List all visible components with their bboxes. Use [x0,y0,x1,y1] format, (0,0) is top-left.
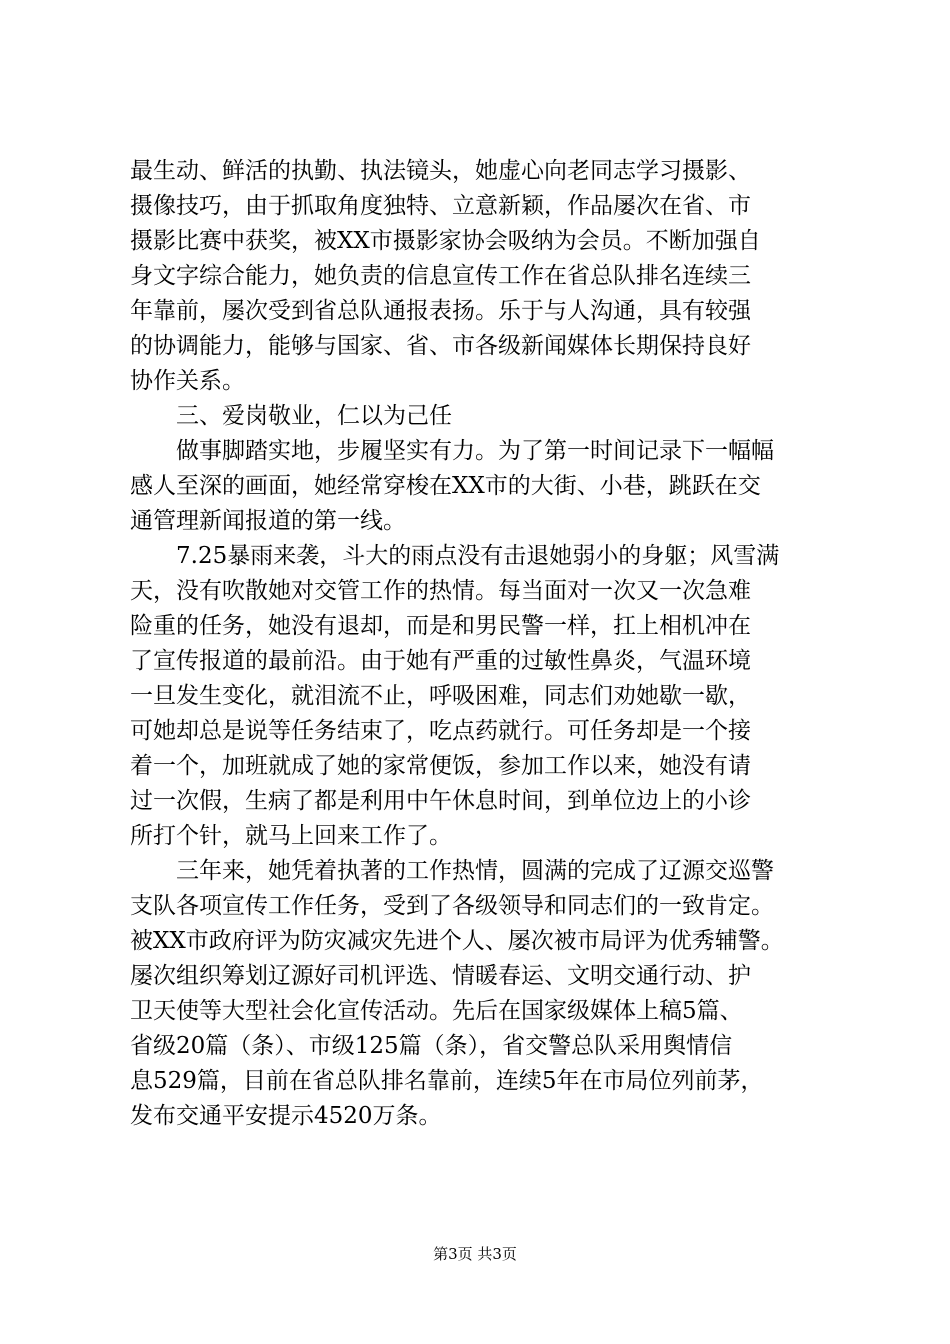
text-line: 可她却总是说等任务结束了，吃点药就行。可任务却是一个接 [130,718,751,744]
text-line: 天，没有吹散她对交管工作的热情。每当面对一次又一次急难 [130,578,751,604]
text-line: 一旦发生变化，就泪流不止，呼吸困难，同志们劝她歇一歇， [130,683,751,709]
text-line: 省级20篇（条）、市级125篇（条），省交警总队采用舆情信 [130,1033,733,1059]
section-heading: 三、爱岗敬业，仁以为己任 [176,403,452,429]
text-line: 着一个，加班就成了她的家常便饭，参加工作以来，她没有请 [130,753,751,779]
text-line: 身文字综合能力，她负责的信息宣传工作在省总队排名连续三 [130,263,751,289]
text-line: 摄影比赛中获奖，被XX市摄影家协会吸纳为会员。不断加强自 [130,228,761,254]
text-line: 年靠前，屡次受到省总队通报表扬。乐于与人沟通，具有较强 [130,298,751,324]
text-line: 卫天使等大型社会化宣传活动。先后在国家级媒体上稿5篇、 [130,998,743,1024]
text-line: 息529篇，目前在省总队排名靠前，连续5年在市局位列前茅， [130,1068,764,1094]
text-line: 三年来，她凭着执著的工作热情，圆满的完成了辽源交巡警 [176,858,774,884]
page-footer: 第3页 共3页 [433,1245,517,1263]
text-line: 支队各项宣传工作任务，受到了各级领导和同志们的一致肯定。 [130,893,774,919]
text-line: 协作关系。 [130,368,245,394]
text-line: 感人至深的画面，她经常穿梭在XX市的大街、小巷，跳跃在交 [130,473,761,499]
text-line: 了宣传报道的最前沿。由于她有严重的过敏性鼻炎，气温环境 [130,648,751,674]
text-line: 的协调能力，能够与国家、省、市各级新闻媒体长期保持良好 [130,333,751,359]
text-line: 通管理新闻报道的第一线。 [130,508,406,534]
text-line: 摄像技巧，由于抓取角度独特、立意新颖，作品屡次在省、市 [130,193,751,219]
text-line: 过一次假，生病了都是利用中午休息时间，到单位边上的小诊 [130,788,751,814]
text-line: 做事脚踏实地，步履坚实有力。为了第一时间记录下一幅幅 [176,438,774,464]
text-line: 所打个针，就马上回来工作了。 [130,823,452,849]
text-line: 屡次组织筹划辽源好司机评选、情暖春运、文明交通行动、护 [130,963,751,989]
text-line: 7.25暴雨来袭，斗大的雨点没有击退她弱小的身躯；风雪满 [176,543,780,569]
text-line: 被XX市政府评为防灾减灾先进个人、屡次被市局评为优秀辅警。 [130,928,784,954]
text-line: 发布交通平安提示4520万条。 [130,1103,442,1129]
body-text [130,154,830,1134]
text-line: 险重的任务，她没有退却，而是和男民警一样，扛上相机冲在 [130,613,751,639]
text-line: 最生动、鲜活的执勤、执法镜头，她虚心向老同志学习摄影、 [130,158,751,184]
